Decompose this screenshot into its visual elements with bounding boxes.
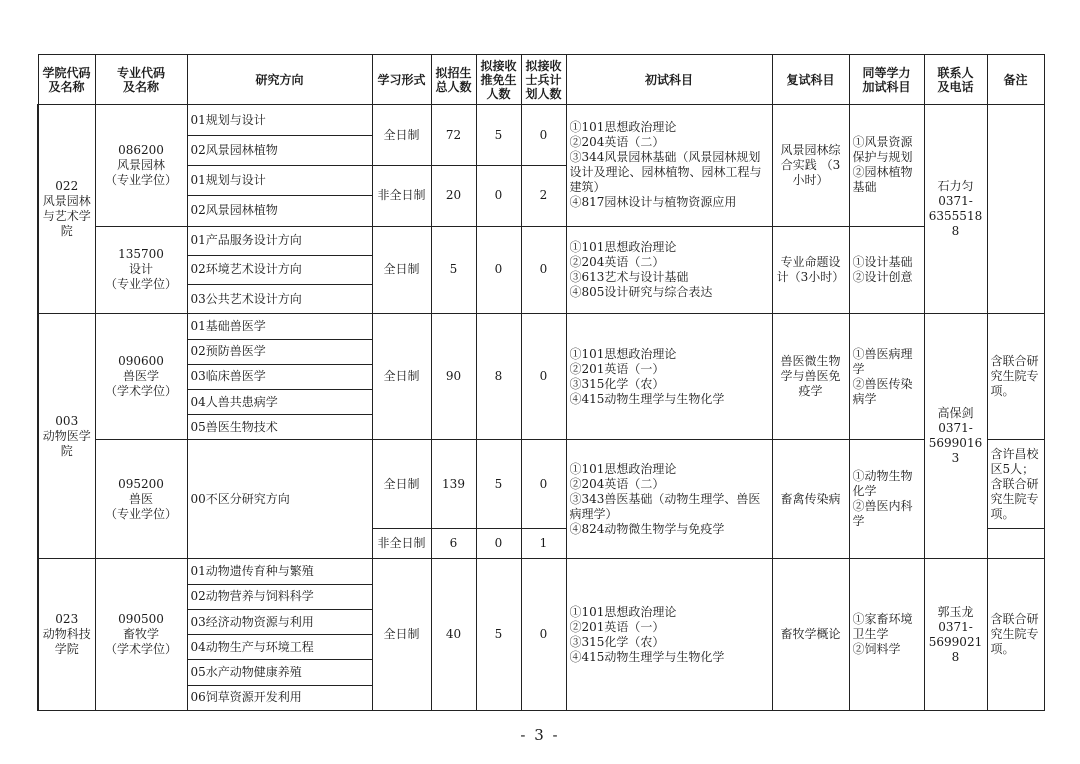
mode-cell: 全日制 (372, 559, 431, 711)
exempt-cell: 0 (476, 529, 521, 559)
mode-cell: 全日制 (372, 440, 431, 529)
exempt-cell: 5 (476, 559, 521, 711)
direction-cell: 02风景园林植物 (187, 135, 372, 165)
retest-cell: 风景园林综合实践 （3小时） (772, 105, 849, 226)
extra-cell: ①家畜环境卫生学 ②饲料学 (849, 559, 924, 711)
major-cell: 086200 风景园林 （专业学位） (95, 105, 187, 226)
enrollment-table-page (37, 54, 1043, 711)
direction-cell: 01规划与设计 (187, 165, 372, 195)
header-direction: 研究方向 (187, 55, 372, 105)
note-cell (987, 105, 1044, 314)
extra-cell: ①风景资源保护与规划 ②园林植物基础 (849, 105, 924, 226)
table-row (38, 226, 1044, 255)
total-cell: 139 (431, 440, 476, 529)
header-major: 专业代码 及名称 (95, 55, 187, 105)
direction-cell: 03公共艺术设计方向 (187, 285, 372, 314)
prelim-cell: ①101思想政治理论 ②204英语（二） ③613艺术与设计基础 ④805设计研究与综合表达 (566, 226, 772, 314)
total-cell: 90 (431, 314, 476, 440)
exempt-cell: 0 (476, 165, 521, 226)
mode-cell: 非全日制 (372, 165, 431, 226)
prelim-cell: ①101思想政治理论 ②204英语（二） ③344风景园林基础（风景园林规划设计及理论、园林植物、园林工程与建筑） ④817园林设计与植物资源应用 (566, 105, 772, 226)
extra-cell: ①兽医病理学 ②兽医传染病学 (849, 314, 924, 440)
direction-cell: 03经济动物资源与利用 (187, 609, 372, 634)
direction-cell: 06饲草资源开发利用 (187, 685, 372, 710)
header-total: 拟招生 总人数 (431, 55, 476, 105)
total-cell: 40 (431, 559, 476, 711)
table-row (38, 440, 1044, 529)
table-row (38, 105, 1044, 135)
soldier-cell: 1 (521, 529, 566, 559)
exempt-cell: 5 (476, 440, 521, 529)
prelim-cell: ①101思想政治理论 ②201英语（一） ③315化学（农） ④415动物生理学与生物化学 (566, 314, 772, 440)
header-contact: 联系人 及电话 (924, 55, 987, 105)
note-cell: 含联合研究生院专项。 (987, 314, 1044, 440)
soldier-cell: 0 (521, 314, 566, 440)
header-soldier: 拟接收 士兵计 划人数 (521, 55, 566, 105)
exempt-cell: 5 (476, 105, 521, 166)
direction-cell: 04动物生产与环境工程 (187, 635, 372, 660)
direction-cell: 02风景园林植物 (187, 196, 372, 226)
extra-cell: ①设计基础 ②设计创意 (849, 226, 924, 314)
retest-cell: 畜禽传染病 (772, 440, 849, 559)
header-college: 学院代码 及名称 (38, 55, 95, 105)
total-cell: 6 (431, 529, 476, 559)
college-cell: 022 风景园林 与艺术学 院 (38, 105, 95, 314)
retest-cell: 兽医微生物学与兽医免疫学 (772, 314, 849, 440)
direction-cell: 05水产动物健康养殖 (187, 660, 372, 685)
direction-cell: 02动物营养与饲料科学 (187, 584, 372, 609)
direction-cell: 02环境艺术设计方向 (187, 255, 372, 284)
note-cell: 含联合研究生院专项。 (987, 559, 1044, 711)
college-cell: 003 动物医学 院 (38, 314, 95, 559)
contact-cell: 郭玉龙 0371- 56990218 (924, 559, 987, 711)
direction-cell: 01规划与设计 (187, 105, 372, 135)
note-cell: 含许昌校区5人；含联合研究生院专项。 (987, 440, 1044, 529)
prelim-cell: ①101思想政治理论 ②201英语（一） ③315化学（农） ④415动物生理学与生物化学 (566, 559, 772, 711)
table-row (38, 559, 1044, 584)
retest-cell: 专业命题设计（3小时） (772, 226, 849, 314)
major-cell: 090600 兽医学 （学术学位） (95, 314, 187, 440)
table-row (38, 314, 1044, 339)
extra-cell: ①动物生物化学 ②兽医内科学 (849, 440, 924, 559)
contact-cell: 石力匀 0371- 63555188 (924, 105, 987, 314)
direction-cell: 03临床兽医学 (187, 364, 372, 389)
note-cell (987, 529, 1044, 559)
soldier-cell: 0 (521, 105, 566, 166)
direction-cell: 04人兽共患病学 (187, 389, 372, 414)
direction-cell: 01基础兽医学 (187, 314, 372, 339)
total-cell: 72 (431, 105, 476, 166)
header-retest: 复试科目 (772, 55, 849, 105)
college-cell: 023 动物科技 学院 (38, 559, 95, 711)
major-cell: 090500 畜牧学 （学术学位） (95, 559, 187, 711)
total-cell: 20 (431, 165, 476, 226)
prelim-cell: ①101思想政治理论 ②204英语（二） ③343兽医基础（动物生理学、兽医病理学） ④824动物微生物学与免疫学 (566, 440, 772, 559)
header-prelim: 初试科目 (566, 55, 772, 105)
page-number: - 3 - (520, 726, 560, 744)
mode-cell: 全日制 (372, 314, 431, 440)
table-header-row (38, 55, 1044, 105)
enrollment-table (37, 54, 1045, 711)
direction-cell: 01产品服务设计方向 (187, 226, 372, 255)
contact-cell: 高保剑 0371- 56990163 (924, 314, 987, 559)
exempt-cell: 8 (476, 314, 521, 440)
direction-cell: 01动物遗传育种与繁殖 (187, 559, 372, 584)
direction-cell: 00不区分研究方向 (187, 440, 372, 559)
header-exempt: 拟接收 推免生 人数 (476, 55, 521, 105)
mode-cell: 全日制 (372, 105, 431, 166)
total-cell: 5 (431, 226, 476, 314)
mode-cell: 全日制 (372, 226, 431, 314)
soldier-cell: 0 (521, 559, 566, 711)
soldier-cell: 2 (521, 165, 566, 226)
direction-cell: 05兽医生物技术 (187, 415, 372, 440)
exempt-cell: 0 (476, 226, 521, 314)
header-mode: 学习形式 (372, 55, 431, 105)
major-cell: 095200 兽医 （专业学位） (95, 440, 187, 559)
retest-cell: 畜牧学概论 (772, 559, 849, 711)
soldier-cell: 0 (521, 226, 566, 314)
header-note: 备注 (987, 55, 1044, 105)
soldier-cell: 0 (521, 440, 566, 529)
mode-cell: 非全日制 (372, 529, 431, 559)
major-cell: 135700 设计 （专业学位） (95, 226, 187, 314)
direction-cell: 02预防兽医学 (187, 339, 372, 364)
header-extra: 同等学力 加试科目 (849, 55, 924, 105)
